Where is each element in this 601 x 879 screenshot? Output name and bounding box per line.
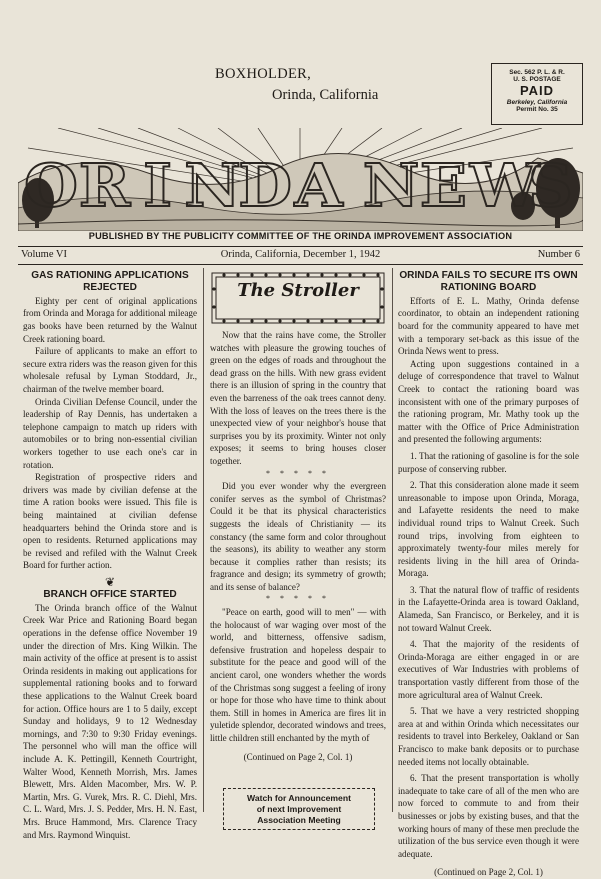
numbered-argument: 5. That we have a very restricted shopping area at and within Orinda which necessitates our residents to travel into Berkeley, Oakland or San Francisco to make bank deposits or to purchase needed items not locally obtainable. <box>398 706 579 767</box>
masthead-letter: R <box>78 150 131 221</box>
announcement-line: of next Improvement <box>256 804 342 814</box>
masthead-letter: N <box>362 150 420 221</box>
postage-line-4: Berkeley, California <box>506 98 568 106</box>
column-divider <box>392 268 393 812</box>
masthead-title <box>24 130 577 222</box>
column-title: The Stroller <box>237 280 359 301</box>
masthead-letter: D <box>238 150 292 221</box>
continued-note: (Continued on Page 2, Col. 1) <box>243 751 353 762</box>
postage-line-1: Sec. 562 P. L. & R. <box>509 69 565 76</box>
ornament-icon: ❦ <box>104 574 116 589</box>
article-paragraph: Did you ever wonder why the evergreen conifer serves as the symbol of Christmas? Could it be that its physical characteristics suggests the ideals of Christianity — its constancy (the same form and color throughout the seasons), its ability to weather any storm because it complies rather than resists; its fragrance and design; its symmetry of growth; and its sense of balance? <box>210 481 386 592</box>
article-paragraph: Eighty per cent of original applications from Orinda and Moraga for additional mileage gas books have been returned by the Walnut Creek rationing board. <box>23 295 197 344</box>
section-separator: * * * * * <box>266 468 330 478</box>
numbered-argument: 2. That this consideration alone made it seem unreasonable to impose upon Orinda, Moraga, and Lafayette residents the need to make individual round trips to Walnut Creek. Such round trips, involving from eighteen to approximately twenty-four miles merely for residents living in the hill area of Orinda-Moraga. <box>398 480 579 579</box>
masthead-letter: A <box>294 150 343 221</box>
postage-paid: PAID <box>519 83 555 99</box>
numbered-argument: 4. That the majority of the residents of Orinda-Moraga are either engaged in or are executives of War Industries with problems of transportation vastly different from those of the more agricultural area of Walnut Creek. <box>398 639 579 700</box>
article-paragraph: "Peace on earth, good will to men" — with the holocaust of war waging over most of the world, and bitterness, offensive sadism, defensive frustration and hopeless despair to substitute for the peace and good will of the ancient carol, one wonders whether the words of the Christmas song suggest a feeling of irony or hope for those who have time to think about them. Still in homes in America are fires lit in yuletide splendor, decorated windows and trees, little children still enchanted by the myth of <box>210 607 386 743</box>
article-headline: GAS RATIONING APPLICATIONS REJECTED <box>31 270 189 294</box>
masthead-letter: N <box>184 150 241 221</box>
stroller-header <box>210 271 386 325</box>
column-center <box>210 270 386 763</box>
announcement-box <box>223 788 375 830</box>
volume-label: Volume VI <box>21 249 67 260</box>
masthead-letter: S <box>528 150 573 221</box>
address-boxholder: BOXHOLDER, <box>215 66 312 82</box>
place-date: Orinda, California, December 1, 1942 <box>220 249 381 260</box>
announcement-line: Watch for Announcement <box>247 793 351 803</box>
issue-number: Number 6 <box>537 249 580 260</box>
article-headline: ORINDA FAILS TO SECURE ITS OWN RATIONING BOARD <box>399 270 578 294</box>
numbered-argument: 6. That the present transportation is wholly inadequate to take care of all of the men who are now forced to commute to and from their businesses or jobs by existing buses, and that the working hours of many of these men preclude the utilization of the bus service even though it were adequate. <box>398 773 579 859</box>
section-separator: * * * * * <box>266 594 330 604</box>
numbered-argument: 1. That the rationing of gasoline is for the sole purpose of conserving rubber. <box>398 450 579 474</box>
numbered-argument: 3. That the natural flow of traffic of residents in the Lafayette-Orinda area is toward Oakland, Alameda, San Francisco, or Berkeley, and it is not toward Walnut Creek. <box>398 584 579 633</box>
masthead-letter: W <box>469 150 540 221</box>
column-left <box>23 270 197 841</box>
article-paragraph: Efforts of E. L. Mathy, Orinda defense coordinator, to obtain an independent rationing board for the community appeared to have met with a temporary set-back as this issue of the Orinda News went to press. <box>398 295 579 357</box>
article-paragraph: Registration of prospective riders and drivers was made by civilian defense at the time A ration books were issued. This file is being maintained at civilian defense headquarters behind the Orinda store and is open to residents. Returned applications may be revised and refiled with the Walnut Creek Board for further action. <box>23 472 197 571</box>
masthead-letter: O <box>24 150 79 221</box>
article-paragraph: Now that the rains have come, the Stroller watches with pleasure the growing touches of green on the edges of roads and throughout the dead grass on the hills. With new grass evident there is an illusion of spring in the country that even the barreness of the oak trees cannot deny. With the loss of leaves on the trees there is the unexpected view of your neighbor's house that surprises you by its proximity. Winter not only exposes; it seems to bring houses closer together. <box>210 330 386 466</box>
dateline-bottom-rule <box>18 264 583 265</box>
column-divider <box>203 268 204 812</box>
postage-line-5: Permit No. 35 <box>516 105 558 113</box>
postage-permit-box <box>491 63 583 125</box>
masthead <box>18 128 583 231</box>
article-paragraph: Orinda Civilian Defense Council, under the leadership of Ray Dennis, has undertaken a telephone campaign to match up riders with automobiles or to bring non-essential civilian workers together to use each one's car in rotation. <box>23 396 197 470</box>
article-paragraph: Acting upon suggestions contained in a deluge of correspondence that travel to Walnut Creek to contact the rationing board was inconsistent with one of the primary purposes of the rationing program, Mr. Mathy took up the matter with the Office of Price Administration and presented the following arguments: <box>398 358 579 445</box>
article-headline: BRANCH OFFICE STARTED <box>43 589 177 601</box>
masthead-letter: E <box>419 150 467 221</box>
address-city: Orinda, California <box>272 87 379 103</box>
article-paragraph: The Orinda branch office of the Walnut Creek War Price and Rationing Board began operations in the defense office November 19 under the direction of Mrs. King Wilkin. The main activity of the office at present is to assist Orinda residents in making out applications for supplemental rationing books and to forward these applications to the Walnut Creek board for action. Office hours are 1 to 5 daily, except Sunday and holidays, 9 to 12 Wednesday mornings, and 7:30 to 9:30 Friday evenings. The personnel who will man the office will include A. K. Pettingill, Kenneth Courtright, Walter Wood, Kenneth Morrish, Mrs. James Blewett, Mrs. Alden Macomber, Mrs. W. P. Martin, Mrs. G. Vurek, Mrs. R. C. Diehl, Mrs. C. L. Ward, Mrs. J. S. Pedder, Mrs. H. N. East, Mrs. Bruce Hammond, Mrs. Clarence Tracy and Mrs. Raymond Winquist. <box>23 602 197 840</box>
column-right <box>398 270 579 879</box>
masthead-letter: I <box>143 150 173 221</box>
publisher-line: PUBLISHED BY THE PUBLICITY COMMITTEE OF THE ORINDA IMPROVEMENT ASSOCIATION <box>88 231 513 241</box>
postage-line-2: U. S. POSTAGE <box>513 76 561 84</box>
continued-note: (Continued on Page 2, Col. 1) <box>434 867 543 878</box>
article-paragraph: Failure of applicants to make an effort to secure extra riders was the reason given for this wholesale refusal by Lyman Stoddard, Jr., chairman of the twelve member board. <box>23 346 197 394</box>
dateline-top-rule <box>18 246 583 247</box>
announcement-line: Association Meeting <box>257 815 341 825</box>
